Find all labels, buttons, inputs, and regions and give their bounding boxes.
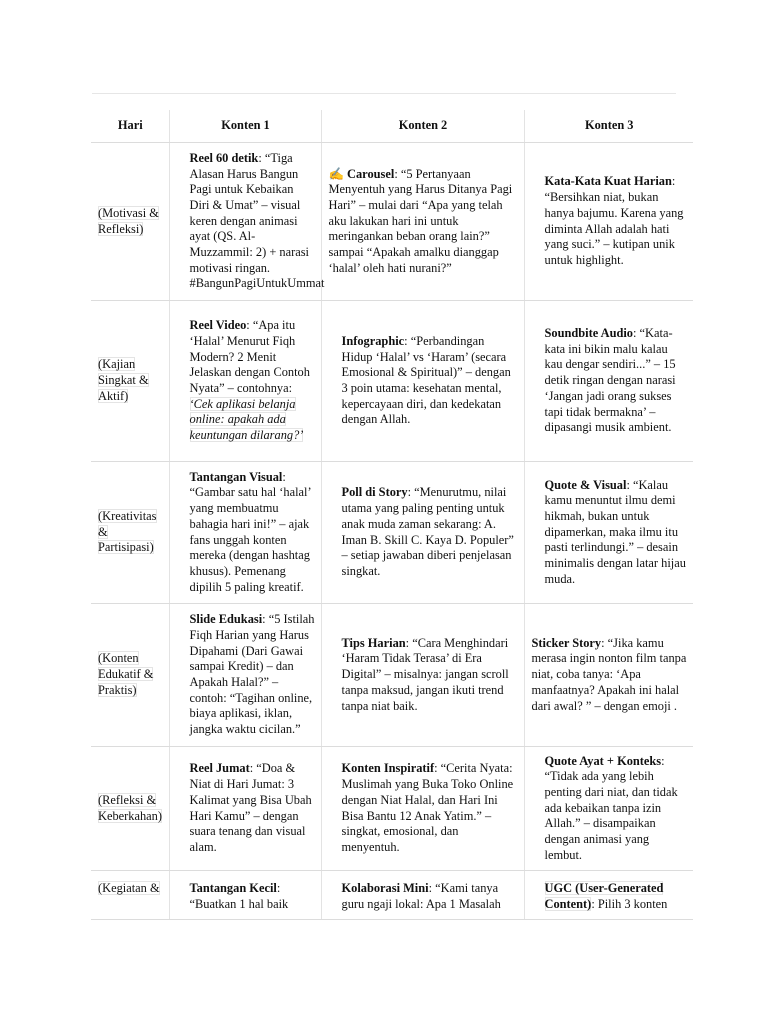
content-example: ‘Cek aplikasi belanja online: apakah ada keuntungan dilarang?’ — [189, 396, 304, 443]
content-text: : “Apa itu ‘Halal’ Menurut Fiqh Modern? 2 Menit Jelaskan dengan Contoh Nyata” – contohnya: — [189, 318, 310, 395]
konten-2-cell — [321, 747, 524, 871]
content-title: Kolaborasi Mini — [341, 881, 429, 895]
content-title: Tantangan Visual — [189, 469, 283, 484]
day-cell — [91, 747, 169, 871]
konten-3-cell — [524, 301, 693, 462]
content-text: : “Buatkan 1 hal baik — [189, 881, 289, 911]
content-text: : “Tidak ada yang lebih penting dari niat, dan tidak ada kebaikan tanpa izin Allah.” – disampaikan dengan animasi yang lembut. — [544, 753, 678, 862]
content-text: : “Cerita Nyata: Muslimah yang Buka Toko Online dengan Niat Halal, dan Hari Ini Bisa Bantu 12 Anak Yatim.” – singkat, emosional, dan menyentuh. — [341, 761, 514, 854]
konten-3-cell — [524, 604, 693, 747]
content-title: Reel Jumat — [189, 761, 250, 776]
konten-1-cell — [169, 143, 325, 301]
konten-2-cell — [321, 604, 524, 747]
table-row — [91, 462, 693, 604]
content-title: Poll di Story — [341, 485, 408, 500]
header-konten-3: Konten 3 — [524, 110, 693, 143]
content-title: UGC (User-Generated Content) — [544, 881, 664, 911]
content-text: : “Cara Menghindari ‘Haram Tidak Terasa’ di Era Digital” – misalnya: jangan scroll tanpa maksud, jangan ikuti trend tanpa niat baik. — [341, 635, 509, 713]
table-row — [91, 747, 693, 871]
top-divider — [92, 93, 676, 94]
content-text: : “5 Istilah Fiqh Harian yang Harus Dipahami (Dari Gawai sampai Kredit) – dan Apakah Halal?” – contoh: “Tagihan online, biaya aplikasi, iklan, jangka waktu cicilan.” — [189, 612, 315, 737]
content-title: Soundbite Audio — [544, 326, 634, 341]
content-text: : “Jika kamu merasa ingin nonton film tanpa niat, coba tanya: ‘Apa manfaatnya? Apakah ini halal dari awal? ” – dengan emoji . — [531, 635, 687, 713]
content-text: : “Tiga Alasan Harus Bangun Pagi untuk Kebaikan Diri & Umat” – visual keren dengan animasi ayat (QS. Al-Muzzammil: 2) + narasi motivasi ringan. #BangunPagiUntukUmmat — [189, 150, 325, 291]
content-text: : “5 Pertanyaan Menyentuh yang Harus Ditanya Pagi Hari” – mulai dari “Apa yang telah aku lakukan hari ini untuk meringankan beban orang lain?” sampai “Apakah amalku dianggap ‘halal’ oleh hati nurani?” — [328, 166, 513, 275]
content-title: Carousel — [347, 166, 395, 181]
konten-1-cell — [169, 301, 321, 462]
table-row — [91, 604, 693, 747]
day-cell — [91, 301, 169, 462]
header-hari: Hari — [91, 110, 169, 143]
day-cell — [91, 604, 169, 747]
konten-3-cell — [524, 462, 693, 604]
konten-2-cell — [321, 462, 524, 604]
konten-3-cell — [524, 747, 693, 871]
day-label: (Kajian Singkat & Aktif) — [98, 357, 149, 403]
content-title: Kata-Kata Kuat Harian — [544, 174, 672, 189]
content-title: Tips Harian — [341, 635, 406, 650]
content-title: Konten Inspiratif — [341, 761, 435, 776]
content-text: : “Kalau kamu menuntut ilmu demi hikmah, bukan untuk dipamerkan, maka ilmu itu pasti terlindungi.” – desain minimalis dengan latar hijau muda. — [544, 477, 686, 586]
content-title: Reel 60 detik — [189, 150, 259, 165]
table-row — [91, 871, 693, 920]
content-text: : “Doa & Niat di Hari Jumat: 3 Kalimat yang Bisa Ubah Hari Kamu” – dengan suara tenang dan visual alam. — [189, 761, 312, 854]
content-title: Infographic — [341, 333, 405, 348]
pencil-icon: ✍ — [328, 166, 348, 181]
header-konten-1: Konten 1 — [169, 110, 321, 143]
day-label: (Kreativitas & Partisipasi) — [98, 508, 157, 555]
konten-1-cell — [169, 462, 321, 604]
konten-1-cell — [169, 604, 321, 747]
konten-2-cell — [321, 871, 524, 920]
konten-3-cell — [524, 871, 693, 920]
content-title: Tantangan Kecil — [189, 881, 277, 895]
konten-2-cell — [321, 143, 524, 301]
content-title: Quote & Visual — [544, 477, 627, 492]
content-text: : “Kami tanya guru ngaji lokal: Apa 1 Masalah — [341, 881, 501, 911]
day-label: (Konten Edukatif & Praktis) — [98, 651, 154, 697]
day-cell — [91, 143, 169, 301]
konten-2-cell — [321, 301, 524, 462]
day-label: (Motivasi & Refleksi) — [98, 205, 159, 236]
content-schedule-table — [91, 110, 693, 920]
content-text: : “Bersihkan niat, bukan hanya bajumu. Karena yang diminta Allah adalah hati yang suci.” – kutipan unik untuk highlight. — [544, 174, 684, 267]
day-cell — [91, 462, 169, 604]
day-cell — [91, 871, 169, 920]
content-title: Quote Ayat + Konteks — [544, 753, 662, 768]
day-label: (Kegiatan & — [98, 881, 160, 895]
table-header-row — [91, 110, 693, 143]
konten-3-cell — [524, 143, 693, 301]
content-text: : “Kata-kata ini bikin malu kalau kau dengar sendiri...” – 15 detik ringan dengan narasi ‘Jangan jadi orang sukses tapi tidak bermakna’ – dipasangi musik ambient. — [544, 326, 676, 435]
content-title: Slide Edukasi — [189, 612, 263, 627]
content-text: : “Menurutmu, nilai utama yang paling penting untuk anak muda zaman sekarang: A. Iman B. Skill C. Kaya D. Populer” – setiap jawaban diberi penjelasan singkat. — [341, 485, 514, 578]
table-row — [91, 143, 693, 301]
konten-1-cell — [169, 871, 321, 920]
konten-1-cell — [169, 747, 321, 871]
content-title: Reel Video — [189, 318, 247, 333]
content-text: : Pilih 3 konten — [591, 896, 668, 911]
header-konten-2: Konten 2 — [321, 110, 524, 143]
content-text: : “Gambar satu hal ‘halal’ yang membuatmu bahagia hari ini!” – ajak fans unggah konten mereka (dengan hashtag khusus). Pemenang dipilih 5 paling kreatif. — [189, 469, 311, 594]
content-text: : “Perbandingan Hidup ‘Halal’ vs ‘Haram’ (secara Emosional & Spiritual)” – dengan 3 poin utama: kesehatan mental, kepercayaan diri, dan kedekatan dengan Allah. — [341, 333, 511, 427]
content-title: Sticker Story — [531, 635, 602, 650]
day-label: (Refleksi & Keberkahan) — [98, 792, 162, 823]
table-row — [91, 301, 693, 462]
